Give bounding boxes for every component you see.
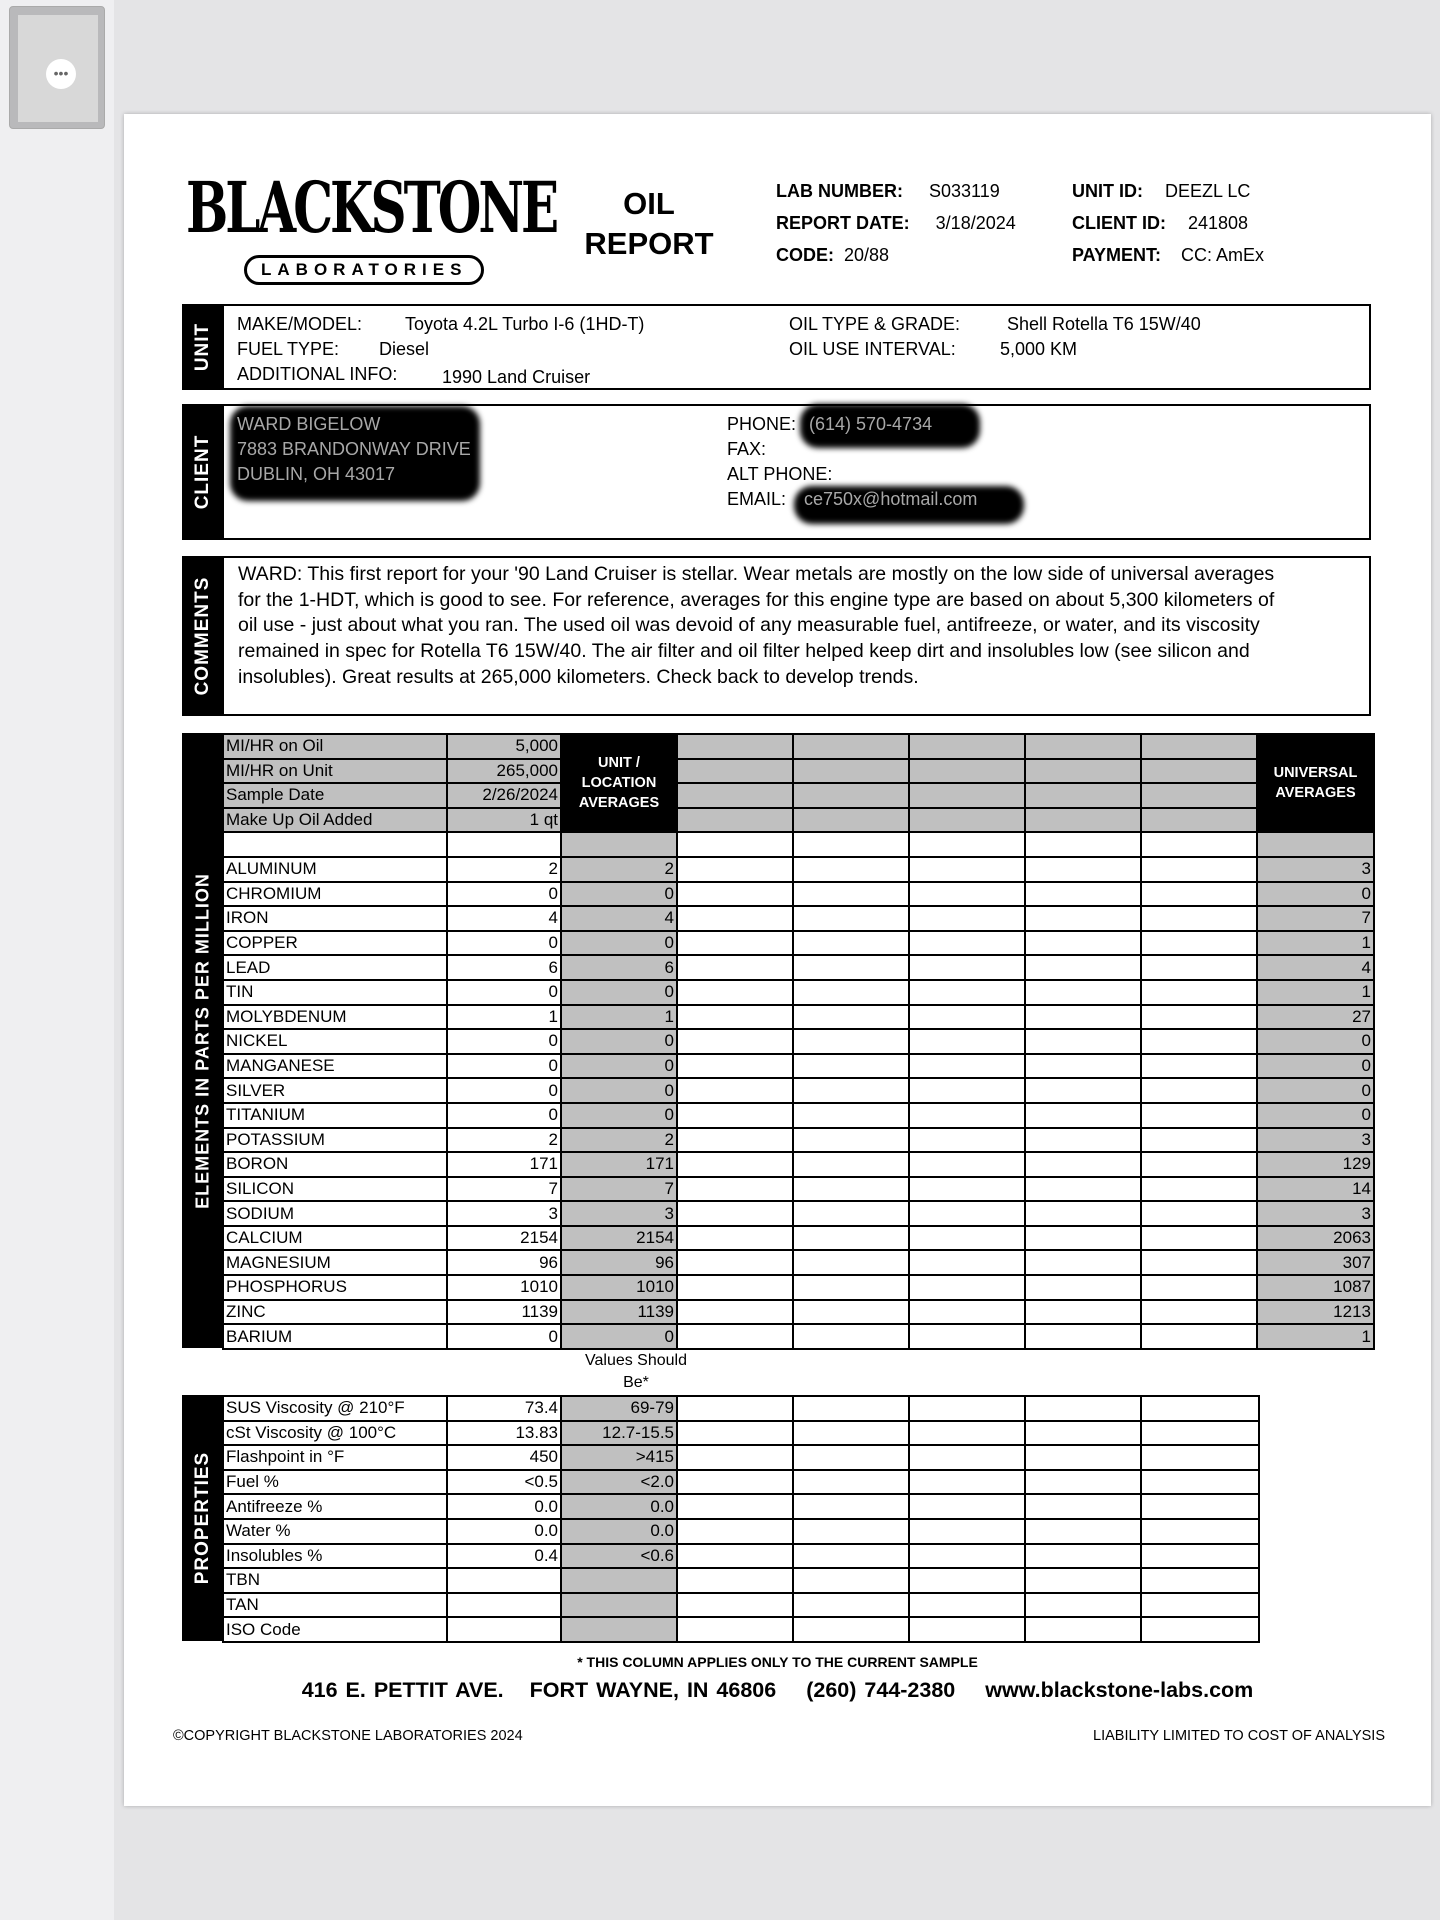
- client-section: [182, 404, 1371, 540]
- code-label: CODE:: [776, 245, 834, 265]
- meta-label: MI/HR on Unit: [223, 759, 447, 784]
- property-value: <0.5: [447, 1470, 561, 1495]
- meta-label: Sample Date: [223, 783, 447, 808]
- element-row: [223, 1177, 1374, 1202]
- unit-averages-header: UNIT / LOCATION AVERAGES: [561, 734, 677, 832]
- property-name: SUS Viscosity @ 210°F: [223, 1396, 447, 1421]
- liability: LIABILITY LIMITED TO COST OF ANALYSIS: [1093, 1728, 1385, 1744]
- client-city: DUBLIN, OH 43017: [237, 464, 396, 484]
- interval-label: OIL USE INTERVAL:: [789, 339, 956, 359]
- unit-average: 7: [561, 1177, 677, 1202]
- property-value: [447, 1568, 561, 1593]
- property-name: TBN: [223, 1568, 447, 1593]
- meta-label: Make Up Oil Added: [223, 808, 447, 833]
- payment-label: PAYMENT:: [1072, 245, 1162, 265]
- element-value: 6: [447, 955, 561, 980]
- property-value: 0.0: [447, 1519, 561, 1544]
- element-row: [223, 1275, 1374, 1300]
- element-name: MANGANESE: [223, 1054, 447, 1079]
- universal-average: 1213: [1257, 1300, 1374, 1325]
- property-should-be: 69-79: [561, 1396, 677, 1421]
- unit-average: 0: [561, 1054, 677, 1079]
- property-should-be: 12.7-15.5: [561, 1421, 677, 1446]
- universal-average: 14: [1257, 1177, 1374, 1202]
- property-name: ISO Code: [223, 1617, 447, 1642]
- element-name: CALCIUM: [223, 1226, 447, 1251]
- should-be-header: Values Should Be*: [585, 1352, 687, 1391]
- element-name: BORON: [223, 1152, 447, 1177]
- unit-id: DEEZL LC: [1165, 181, 1251, 201]
- report-page: [124, 114, 1431, 1806]
- universal-average: 27: [1257, 1005, 1374, 1030]
- title-line2: REPORT: [584, 226, 714, 261]
- street: 416 E. PETTIT AVE.: [301, 1678, 504, 1702]
- element-row: [223, 1029, 1374, 1054]
- spacer-row: [223, 832, 1374, 857]
- element-name: IRON: [223, 906, 447, 931]
- element-value: 0: [447, 882, 561, 907]
- unit-average: 0: [561, 1078, 677, 1103]
- element-row: [223, 931, 1374, 956]
- website-link[interactable]: www.blackstone-labs.com: [985, 1678, 1254, 1702]
- element-name: BARIUM: [223, 1324, 447, 1349]
- report-date-label: REPORT DATE:: [776, 213, 910, 233]
- title-line1: OIL: [623, 186, 675, 221]
- universal-average: 1: [1257, 980, 1374, 1005]
- page-thumbnail[interactable]: [9, 6, 105, 129]
- make-value: Toyota 4.2L Turbo I-6 (1HD-T): [405, 314, 645, 334]
- element-value: 7: [447, 1177, 561, 1202]
- email-label: EMAIL:: [727, 489, 787, 509]
- elements-side-label: ELEMENTS IN PARTS PER MILLION: [182, 733, 224, 1348]
- oil-value: Shell Rotella T6 15W/40: [1007, 314, 1201, 334]
- lab-phone: (260) 744-2380: [806, 1678, 956, 1702]
- element-value: 1: [447, 1005, 561, 1030]
- property-should-be: [561, 1593, 677, 1618]
- meta-row: [223, 808, 1374, 833]
- element-value: 2: [447, 1128, 561, 1153]
- property-row: [223, 1421, 1259, 1446]
- element-value: 0: [447, 931, 561, 956]
- element-row: [223, 1152, 1374, 1177]
- property-name: Water %: [223, 1519, 447, 1544]
- element-row: [223, 955, 1374, 980]
- element-row: [223, 882, 1374, 907]
- element-value: 0: [447, 1078, 561, 1103]
- alt-phone-label: ALT PHONE:: [727, 464, 833, 484]
- element-name: SILICON: [223, 1177, 447, 1202]
- universal-average: 0: [1257, 1103, 1374, 1128]
- universal-average: 129: [1257, 1152, 1374, 1177]
- unit-average: 4: [561, 906, 677, 931]
- unit-average: 171: [561, 1152, 677, 1177]
- fuel-label: FUEL TYPE:: [237, 339, 340, 359]
- property-row: [223, 1617, 1259, 1642]
- unit-average: 96: [561, 1250, 677, 1275]
- property-row: [223, 1494, 1259, 1519]
- element-value: 0: [447, 1029, 561, 1054]
- copyright: ©COPYRIGHT BLACKSTONE LABORATORIES 2024: [173, 1728, 523, 1744]
- element-name: COPPER: [223, 931, 447, 956]
- report-date: 3/18/2024: [935, 213, 1016, 233]
- element-row: [223, 1201, 1374, 1226]
- meta-value: 5,000: [447, 734, 561, 759]
- element-value: 0: [447, 1054, 561, 1079]
- element-row: [223, 1226, 1374, 1251]
- property-row: [223, 1396, 1259, 1421]
- universal-average: 3: [1257, 1201, 1374, 1226]
- client-id: 241808: [1188, 213, 1249, 233]
- element-value: 4: [447, 906, 561, 931]
- element-value: 1139: [447, 1300, 561, 1325]
- universal-average: 3: [1257, 857, 1374, 882]
- property-should-be: [561, 1617, 677, 1642]
- property-name: Insolubles %: [223, 1544, 447, 1569]
- universal-average: 0: [1257, 1054, 1374, 1079]
- universal-average: 0: [1257, 882, 1374, 907]
- property-name: TAN: [223, 1593, 447, 1618]
- oil-label: OIL TYPE & GRADE:: [789, 314, 961, 334]
- unit-average: 2: [561, 1128, 677, 1153]
- property-row: [223, 1445, 1259, 1470]
- universal-average: 1: [1257, 1324, 1374, 1349]
- element-row: [223, 1128, 1374, 1153]
- element-name: SILVER: [223, 1078, 447, 1103]
- element-name: POTASSIUM: [223, 1128, 447, 1153]
- property-value: 450: [447, 1445, 561, 1470]
- property-should-be: 0.0: [561, 1519, 677, 1544]
- unit-average: 1010: [561, 1275, 677, 1300]
- unit-average: 0: [561, 1103, 677, 1128]
- element-row: [223, 1324, 1374, 1349]
- element-name: SODIUM: [223, 1201, 447, 1226]
- footnote: * THIS COLUMN APPLIES ONLY TO THE CURRENT SAMPLE: [577, 1654, 978, 1670]
- element-value: 3: [447, 1201, 561, 1226]
- unit-average: 0: [561, 931, 677, 956]
- universal-average: 1087: [1257, 1275, 1374, 1300]
- fuel-value: Diesel: [379, 339, 430, 359]
- interval-value: 5,000 KM: [1000, 339, 1078, 359]
- properties-table: [222, 1395, 1260, 1643]
- property-should-be: [561, 1568, 677, 1593]
- element-row: [223, 1250, 1374, 1275]
- property-row: [223, 1470, 1259, 1495]
- universal-average: 0: [1257, 1078, 1374, 1103]
- meta-value: 1 qt: [447, 808, 561, 833]
- code: 20/88: [844, 245, 890, 265]
- payment: CC: AmEx: [1181, 245, 1265, 265]
- universal-average: 7: [1257, 906, 1374, 931]
- property-should-be: <2.0: [561, 1470, 677, 1495]
- universal-average: 4: [1257, 955, 1374, 980]
- element-row: [223, 906, 1374, 931]
- element-value: 1010: [447, 1275, 561, 1300]
- client-side-label: CLIENT: [182, 406, 224, 538]
- email-value: ce750x@hotmail.com: [804, 489, 978, 509]
- property-value: 73.4: [447, 1396, 561, 1421]
- element-row: [223, 1103, 1374, 1128]
- meta-row: [223, 759, 1374, 784]
- comments-text: WARD: This first report for your '90 Land Cruiser is stellar. Wear metals are mostly on the low side of universal averages for the 1-HDT, which is good to see. For reference, averages for this engine type are based on about 5,300 kilometers of oil use - just about what you ran. The used oil was devoid of any measurable fuel, antifreeze, or water, and its viscosity remained in spec for Rotella T6 15W/40. The air filter and oil filter helped keep dirt and insolubles low (see silicon and insolubles). Great results at 265,000 kilometers. Check back to develop trends.: [238, 563, 1275, 688]
- more-options-icon[interactable]: •••: [46, 59, 76, 89]
- universal-average: 1: [1257, 931, 1374, 956]
- element-row: [223, 980, 1374, 1005]
- unit-side-label: UNIT: [182, 306, 224, 388]
- property-value: [447, 1617, 561, 1642]
- property-value: [447, 1593, 561, 1618]
- unit-section: [182, 304, 1371, 390]
- phone-value: (614) 570-4734: [809, 414, 933, 434]
- property-row: [223, 1544, 1259, 1569]
- info-label: ADDITIONAL INFO:: [237, 364, 398, 384]
- element-value: 2154: [447, 1226, 561, 1251]
- lab-address: [124, 1678, 1431, 1703]
- property-should-be: 0.0: [561, 1494, 677, 1519]
- unit-average: 2: [561, 857, 677, 882]
- unit-average: 0: [561, 882, 677, 907]
- property-should-be: >415: [561, 1445, 677, 1470]
- property-row: [223, 1568, 1259, 1593]
- element-value: 0: [447, 980, 561, 1005]
- lab-number: S033119: [928, 181, 1000, 201]
- universal-average: 0: [1257, 1029, 1374, 1054]
- element-name: TIN: [223, 980, 447, 1005]
- unit-average: 0: [561, 980, 677, 1005]
- universal-averages-header: UNIVERSAL AVERAGES: [1257, 734, 1374, 832]
- element-row: [223, 857, 1374, 882]
- element-name: ZINC: [223, 1300, 447, 1325]
- unit-average: 2154: [561, 1226, 677, 1251]
- element-row: [223, 1005, 1374, 1030]
- universal-average: 3: [1257, 1128, 1374, 1153]
- meta-row: [223, 734, 1374, 759]
- report-title: [554, 184, 744, 264]
- client-address: 7883 BRANDONWAY DRIVE: [237, 439, 471, 459]
- client-name: WARD BIGELOW: [237, 414, 381, 434]
- unit-id-label: UNIT ID:: [1072, 181, 1143, 201]
- property-value: 0.0: [447, 1494, 561, 1519]
- lab-number-label: LAB NUMBER:: [776, 181, 903, 201]
- property-value: 0.4: [447, 1544, 561, 1569]
- element-name: MAGNESIUM: [223, 1250, 447, 1275]
- header-left: [776, 175, 1016, 271]
- make-label: MAKE/MODEL:: [237, 314, 363, 334]
- meta-value: 2/26/2024: [447, 783, 561, 808]
- element-name: MOLYBDENUM: [223, 1005, 447, 1030]
- unit-average: 0: [561, 1029, 677, 1054]
- element-name: CHROMIUM: [223, 882, 447, 907]
- header-right: [1072, 175, 1264, 271]
- unit-average: 6: [561, 955, 677, 980]
- phone-label: PHONE:: [727, 414, 797, 434]
- logo-subtext: LABORATORIES: [244, 255, 484, 285]
- city: FORT WAYNE, IN 46806: [529, 1678, 777, 1702]
- element-name: LEAD: [223, 955, 447, 980]
- element-name: ALUMINUM: [223, 857, 447, 882]
- meta-row: [223, 783, 1374, 808]
- unit-average: 1: [561, 1005, 677, 1030]
- element-value: 171: [447, 1152, 561, 1177]
- info-value: 1990 Land Cruiser: [442, 367, 591, 387]
- element-value: 0: [447, 1103, 561, 1128]
- property-name: Flashpoint in °F: [223, 1445, 447, 1470]
- blackstone-logo: [186, 166, 557, 294]
- element-row: [223, 1054, 1374, 1079]
- property-value: 13.83: [447, 1421, 561, 1446]
- property-name: Antifreeze %: [223, 1494, 447, 1519]
- meta-value: 265,000: [447, 759, 561, 784]
- comments-side-label: COMMENTS: [182, 558, 224, 714]
- fax-label: FAX:: [727, 439, 767, 459]
- meta-label: MI/HR on Oil: [223, 734, 447, 759]
- unit-average: 3: [561, 1201, 677, 1226]
- universal-average: 2063: [1257, 1226, 1374, 1251]
- element-name: PHOSPHORUS: [223, 1275, 447, 1300]
- unit-average: 1139: [561, 1300, 677, 1325]
- element-row: [223, 1300, 1374, 1325]
- element-name: TITANIUM: [223, 1103, 447, 1128]
- element-value: 0: [447, 1324, 561, 1349]
- property-name: Fuel %: [223, 1470, 447, 1495]
- universal-average: 307: [1257, 1250, 1374, 1275]
- comments-section: [182, 556, 1371, 716]
- property-row: [223, 1593, 1259, 1618]
- element-value: 96: [447, 1250, 561, 1275]
- property-name: cSt Viscosity @ 100°C: [223, 1421, 447, 1446]
- element-name: NICKEL: [223, 1029, 447, 1054]
- property-row: [223, 1519, 1259, 1544]
- element-row: [223, 1078, 1374, 1103]
- elements-table: [222, 733, 1375, 1350]
- logo-text: BLACKSTONE: [186, 166, 557, 249]
- unit-average: 0: [561, 1324, 677, 1349]
- properties-side-label: PROPERTIES: [182, 1395, 224, 1641]
- property-should-be: <0.6: [561, 1544, 677, 1569]
- client-id-label: CLIENT ID:: [1072, 213, 1166, 233]
- element-value: 2: [447, 857, 561, 882]
